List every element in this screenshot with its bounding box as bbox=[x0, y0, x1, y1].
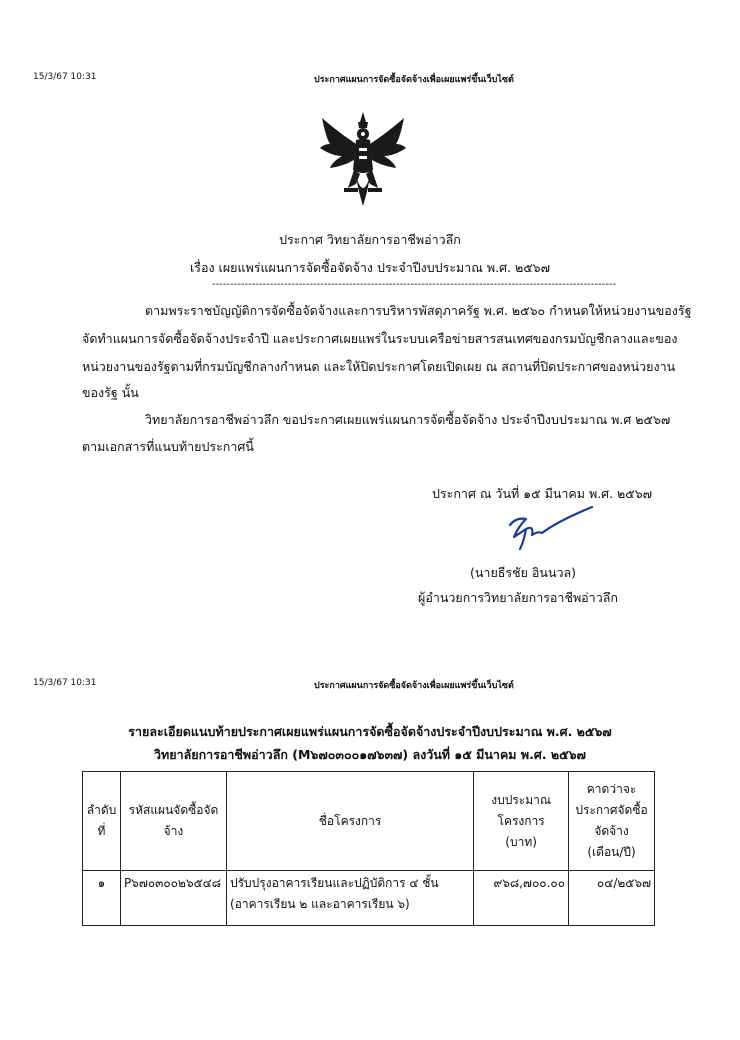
cell-project-name-line1: ปรับปรุงอาคารเรียนและปฏิบัติการ ๔ ชั้น bbox=[229, 876, 439, 890]
header-code-line2: จ้าง bbox=[163, 824, 184, 838]
announce-date: ประกาศ ณ วันที่ ๑๕ มีนาคม พ.ศ. ๒๕๖๗ bbox=[432, 486, 653, 501]
signature-icon bbox=[498, 503, 598, 553]
signer-position: ผู้อำนวยการวิทยาลัยการอาชีพอ่าวลึก bbox=[418, 590, 618, 605]
para1-line1: ตามพระราชบัญญัติการจัดซื้อจัดจ้างและการบริหารพัสดุภาครัฐ พ.ศ. ๒๕๖๐ กำหนดให้หน่วยงานของรัฐ bbox=[145, 303, 692, 318]
para1-line2: จัดทำแผนการจัดซื้อจัดจ้างประจำปี และประกาศเผยแพร่ในระบบเครือข่ายสารสนเทศของกรมบัญชีกลางและของ bbox=[82, 331, 678, 346]
cell-no: ๑ bbox=[83, 871, 121, 926]
header-no-line1: ลำดับ bbox=[86, 803, 117, 817]
cell-plan-code: P๖๗๐๓๐๐๒๖๕๔๘ bbox=[120, 871, 226, 926]
cell-project-name bbox=[226, 871, 473, 926]
page1-title-line1: ประกาศ วิทยาลัยการอาชีพอ่าวลึก bbox=[279, 232, 461, 247]
header-expected-line4: (เดือน/ปี) bbox=[587, 845, 636, 859]
header-budget bbox=[474, 772, 569, 871]
header-expected-line3: จัดจ้าง bbox=[594, 824, 629, 838]
header-budget-line2: โครงการ bbox=[497, 813, 545, 828]
cell-budget: ๙๖๘,๗๐๐.๐๐ bbox=[474, 871, 569, 926]
para1-line3: หน่วยงานของรัฐตามที่กรมบัญชีกลางกำหนด และให้ปิดประกาศโดยเปิดเผย ณ สถานที่ปิดประกาศของหน่วยงาน bbox=[82, 359, 676, 374]
header-expected-date bbox=[569, 772, 655, 871]
table-header-row bbox=[83, 772, 655, 871]
page1-title-line2: เรื่อง เผยแพร่แผนการจัดซื้อจัดจ้าง ประจำปีงบประมาณ พ.ศ. ๒๕๖๗ bbox=[189, 260, 551, 275]
para2-line2: ตามเอกสารที่แนบท้ายประกาศนี้ bbox=[82, 439, 254, 454]
header-project-name: ชื่อโครงการ bbox=[226, 772, 473, 871]
header-code-line1: รหัสแผนจัดซื้อจัด bbox=[128, 803, 219, 817]
header-budget-line1: งบประมาณ bbox=[491, 792, 551, 807]
header-no-line2: ที่ bbox=[97, 824, 106, 838]
cell-expected-date: ๐๔/๒๕๖๗ bbox=[569, 871, 655, 926]
page1-timestamp: 15/3/67 10:31 bbox=[33, 72, 97, 82]
page2-timestamp: 15/3/67 10:31 bbox=[33, 678, 97, 688]
signer-name: (นายธีรชัย อินนวล) bbox=[470, 565, 577, 580]
procurement-plan-table bbox=[82, 771, 655, 926]
header-plan-code bbox=[120, 772, 226, 871]
table-row bbox=[83, 871, 655, 926]
cell-project-name-line2: (อาคารเรียน ๒ และอาคารเรียน ๖) bbox=[229, 897, 410, 911]
header-budget-line3: (บาท) bbox=[505, 834, 537, 849]
page2-header-title: ประกาศแผนการจัดซื้อจัดจ้างเพื่อเผยแพร่ขึ้นเว็บไซต์ bbox=[314, 681, 514, 691]
para1-line4: ของรัฐ นั้น bbox=[82, 385, 139, 400]
header-no bbox=[83, 772, 121, 871]
page2-title-line1: รายละเอียดแนบท้ายประกาศเผยแพร่แผนการจัดซื้อจัดจ้างประจำปีงบประมาณ พ.ศ. ๒๕๖๗ bbox=[128, 724, 612, 739]
title-separator: ---------------------------------------------------------------------------------------------------------------- bbox=[212, 279, 617, 290]
para2-line1: วิทยาลัยการอาชีพอ่าวลึก ขอประกาศเผยแพร่แผนการจัดซื้อจัดจ้าง ประจำปีงบประมาณ พ.ศ ๒๕๖๗ bbox=[145, 412, 671, 427]
header-expected-line1: คาดว่าจะ bbox=[586, 782, 637, 796]
garuda-emblem-icon bbox=[318, 110, 408, 210]
page1-header-title: ประกาศแผนการจัดซื้อจัดจ้างเพื่อเผยแพร่ขึ้นเว็บไซต์ bbox=[314, 75, 514, 85]
header-expected-line2: ประกาศจัดซื้อ bbox=[575, 803, 648, 817]
page2-title-line2: วิทยาลัยการอาชีพอ่าวลึก (M๖๗๐๓๐๐๑๗๖๓๗) ลงวันที่ ๑๕ มีนาคม พ.ศ. ๒๕๖๗ bbox=[154, 747, 586, 762]
